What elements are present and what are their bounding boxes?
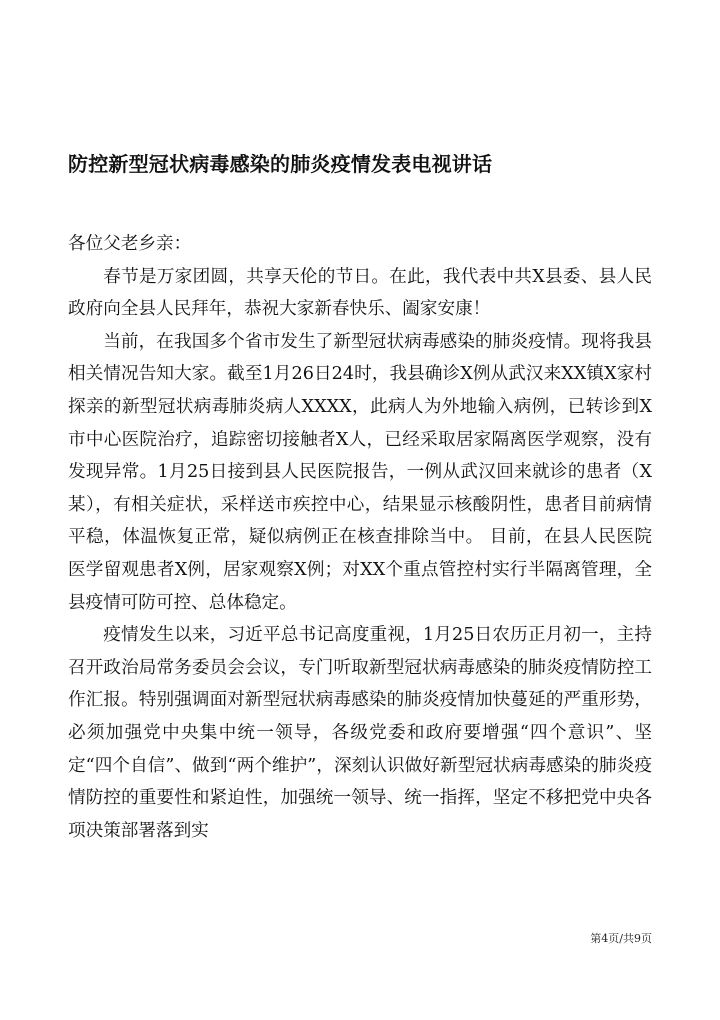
salutation: 各位父老乡亲： (68, 234, 192, 254)
paragraph-leadership: 疫情发生以来，习近平总书记高度重视，1月25日农历正月初一，主持召开政治局常务委员会会议，专门听取新型冠状病毒感染的肺炎疫情防控工作汇报。特别强调面对新型冠状病毒感染的肺炎疫情加快蔓延的严重形势，必须加强党中央集中统一领导，各级党委和政府要增强“四个意识”、坚定“四个自信”、做到“两个维护”，深刻认识做好新型冠状病毒感染的肺炎疫情防控的重要性和紧迫性，加强统一领导、统一指挥，坚定不移把党中央各项决策部署落到实 (68, 625, 652, 841)
paragraph-greeting: 春节是万家团圆，共享天伦的节日。在此，我代表中共X县委、县人民政府向全县人民拜年，恭祝大家新春快乐、阖家安康！ (68, 266, 652, 320)
paragraph-situation: 当前，在我国多个省市发生了新型冠状病毒感染的肺炎疫情。现将我县相关情况告知大家。截至1月26日24时，我县确诊X例从武汉来XX镇X家村探亲的新型冠状病毒肺炎病人XXXX，此病人为外地输入病例，已转诊到X市中心医院治疗，追踪密切接触者X人，已经采取居家隔离医学观察，没有发现异常。1月25日接到县人民医院报告，一例从武汉回来就诊的患者（X某），有相关症状，采样送市疾控中心，结果显示核酸阴性，患者目前病情平稳，体温恢复正常，疑似病例正在核查排除当中。 目前，在县人民医院医学留观患者X例，居家观察X例；对XX个重点管控村实行半隔离管理，全县疫情可防可控、总体稳定。 (68, 331, 652, 613)
document-title: 防控新型冠状病毒感染的肺炎疫情发表电视讲话 (68, 152, 493, 176)
document-body (68, 228, 652, 847)
page-number: 第4页/共9页 (590, 932, 652, 945)
